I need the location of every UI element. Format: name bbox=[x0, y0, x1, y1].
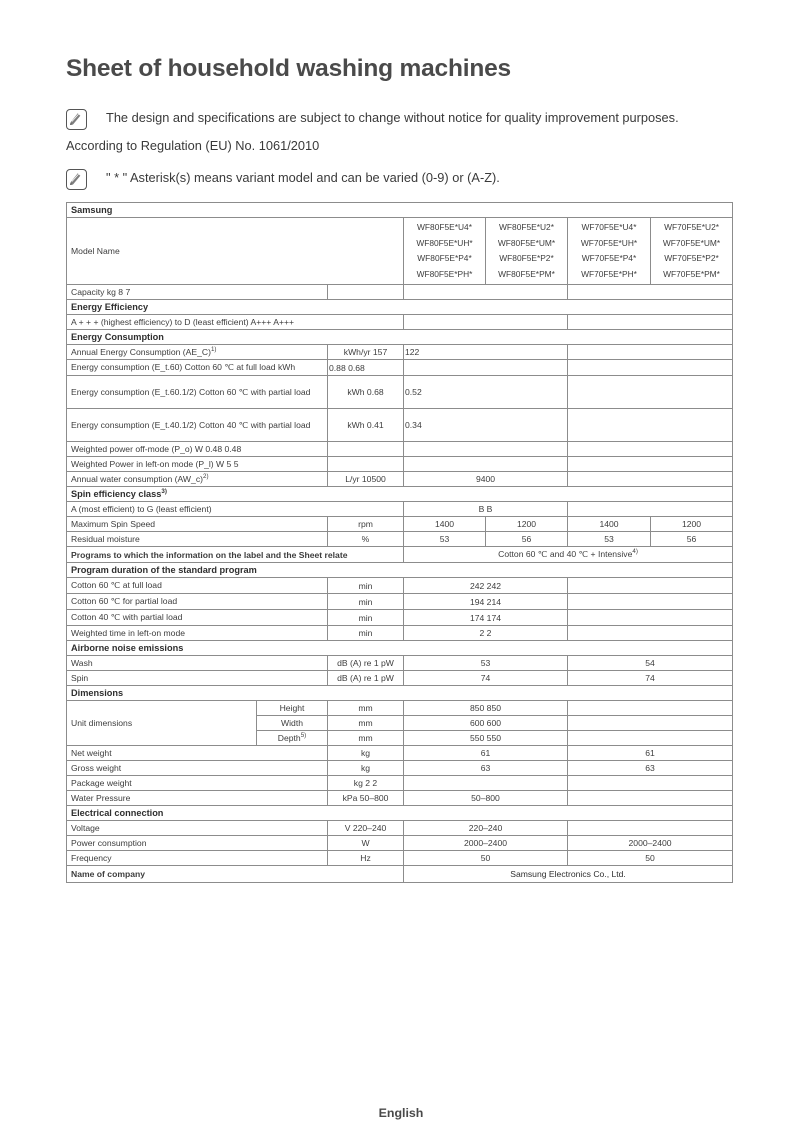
et60-overflow: 0.88 0.68 bbox=[329, 362, 365, 373]
cotton60-full-value: 242 242 bbox=[404, 578, 568, 594]
water-consumption-label-text: Annual water consumption (AW_c) bbox=[71, 474, 203, 484]
annual-energy-label-text: Annual Energy Consumption (AE_C) bbox=[71, 347, 211, 357]
gross-weight-unit: kg bbox=[328, 761, 404, 776]
table-row bbox=[67, 563, 733, 578]
section-airborne-noise: Airborne noise emissions bbox=[67, 641, 733, 656]
section-dimensions: Dimensions bbox=[67, 686, 733, 701]
power-consumption-value-a: 2000–2400 bbox=[404, 836, 568, 851]
section-spin-efficiency bbox=[67, 487, 733, 502]
programs-value bbox=[404, 547, 733, 563]
company-label: Name of company bbox=[67, 866, 404, 883]
cotton40-partial-unit: min bbox=[328, 610, 404, 626]
residual-moisture-value-1: 53 bbox=[404, 532, 486, 547]
dimension-height-label: Height bbox=[257, 701, 328, 716]
max-spin-value-1: 1400 bbox=[404, 517, 486, 532]
voltage-unit: V 220–240 bbox=[328, 821, 404, 836]
table-row bbox=[67, 776, 733, 791]
dimension-width-unit: mm bbox=[328, 716, 404, 731]
page-title: Sheet of household washing machines bbox=[66, 55, 511, 82]
section-electrical-connection: Electrical connection bbox=[67, 806, 733, 821]
power-off-unit bbox=[328, 442, 404, 457]
dimension-height-unit: mm bbox=[328, 701, 404, 716]
table-row bbox=[67, 594, 733, 610]
et60-value-a bbox=[404, 360, 568, 376]
table-row bbox=[67, 517, 733, 532]
table-row bbox=[67, 285, 733, 300]
net-weight-label: Net weight bbox=[67, 746, 328, 761]
table-row bbox=[67, 300, 733, 315]
dimension-height-value: 850 850 bbox=[404, 701, 568, 716]
section-energy-consumption: Energy Consumption bbox=[67, 330, 733, 345]
footnote-marker-3: 3) bbox=[161, 487, 167, 495]
et60-value-b bbox=[568, 360, 733, 376]
company-value: Samsung Electronics Co., Ltd. bbox=[404, 866, 733, 883]
table-row bbox=[67, 701, 733, 716]
efficiency-value-a bbox=[404, 315, 568, 330]
table-row bbox=[67, 626, 733, 641]
water-pressure-value-b bbox=[568, 791, 733, 806]
frequency-value-b: 50 bbox=[568, 851, 733, 866]
wash-noise-label: Wash bbox=[67, 656, 328, 671]
note-asterisk bbox=[66, 168, 500, 190]
power-consumption-label: Power consumption bbox=[67, 836, 328, 851]
water-consumption-label bbox=[67, 472, 328, 487]
table-row bbox=[67, 851, 733, 866]
table-row bbox=[67, 472, 733, 487]
voltage-value-b bbox=[568, 821, 733, 836]
power-consumption-unit: W bbox=[328, 836, 404, 851]
spin-noise-value-b: 74 bbox=[568, 671, 733, 686]
gross-weight-value-a: 63 bbox=[404, 761, 568, 776]
model-column-1: WF80F5E*U4* WF80F5E*UH* WF80F5E*P4* WF80F5E*PH* bbox=[404, 218, 486, 285]
table-row bbox=[67, 671, 733, 686]
efficiency-scale-label: A + + + (highest efficiency) to D (least efficient) A+++ A+++ bbox=[67, 315, 404, 330]
section-spin-efficiency-text: Spin efficiency class bbox=[71, 489, 162, 499]
et60half-unit-text: kWh 0.68 bbox=[347, 387, 384, 397]
unit-dimensions-label: Unit dimensions bbox=[67, 701, 257, 746]
et40half-overflow: 0.34 bbox=[405, 420, 422, 430]
frequency-value-a: 50 bbox=[404, 851, 568, 866]
dimension-width-value-b bbox=[568, 716, 733, 731]
max-spin-value-2: 1200 bbox=[486, 517, 568, 532]
table-row bbox=[67, 532, 733, 547]
dimension-width-value: 600 600 bbox=[404, 716, 568, 731]
et60half-value-b bbox=[568, 376, 733, 409]
note-pen-icon bbox=[66, 109, 87, 130]
table-row bbox=[67, 376, 733, 409]
note-design-specifications bbox=[66, 108, 679, 130]
footnote-marker-4: 4) bbox=[632, 548, 638, 556]
dimension-depth-label bbox=[257, 731, 328, 746]
table-row bbox=[67, 641, 733, 656]
table-row bbox=[67, 610, 733, 626]
water-consumption-value-b bbox=[568, 472, 733, 487]
table-row bbox=[67, 578, 733, 594]
table-row bbox=[67, 409, 733, 442]
footnote-marker-2: 2) bbox=[203, 473, 209, 481]
left-on-time-label: Weighted time in left-on mode bbox=[67, 626, 328, 641]
gross-weight-label: Gross weight bbox=[67, 761, 328, 776]
net-weight-value-b: 61 bbox=[568, 746, 733, 761]
table-row bbox=[67, 836, 733, 851]
table-row bbox=[67, 442, 733, 457]
spin-scale-value-b bbox=[568, 502, 733, 517]
et40half-value-a bbox=[404, 409, 568, 442]
page-footer: English bbox=[378, 1106, 424, 1120]
et60-label-text: Energy consumption (E_t.60) Cotton 60 ℃ at full load kWh bbox=[71, 362, 296, 372]
cotton60-full-unit: min bbox=[328, 578, 404, 594]
table-row bbox=[67, 761, 733, 776]
capacity-unit-cell bbox=[328, 285, 404, 300]
table-row bbox=[67, 656, 733, 671]
residual-moisture-value-3: 53 bbox=[568, 532, 651, 547]
wash-noise-value-a: 53 bbox=[404, 656, 568, 671]
table-row bbox=[67, 457, 733, 472]
water-pressure-unit: kPa 50–800 bbox=[328, 791, 404, 806]
spin-noise-unit: dB (A) re 1 pW bbox=[328, 671, 404, 686]
power-left-on-unit bbox=[328, 457, 404, 472]
power-off-value-a bbox=[404, 442, 568, 457]
dimension-depth-label-text: Depth bbox=[277, 733, 301, 743]
table-row bbox=[67, 218, 733, 285]
water-consumption-value-a: 9400 bbox=[404, 472, 568, 487]
package-weight-label: Package weight bbox=[67, 776, 328, 791]
net-weight-unit: kg bbox=[328, 746, 404, 761]
specification-table bbox=[66, 202, 733, 883]
package-weight-value-b bbox=[568, 776, 733, 791]
table-row bbox=[67, 203, 733, 218]
table-row bbox=[67, 791, 733, 806]
annual-energy-unit-text: kWh/yr 157 bbox=[343, 347, 388, 357]
section-program-duration: Program duration of the standard program bbox=[67, 563, 733, 578]
gross-weight-value-b: 63 bbox=[568, 761, 733, 776]
programs-label: Programs to which the information on the label and the Sheet relate bbox=[67, 547, 404, 563]
cotton40-partial-label: Cotton 40 ℃ with partial load bbox=[67, 610, 328, 626]
model-column-4: WF70F5E*U2* WF70F5E*UM* WF70F5E*P2* WF70F5E*PM* bbox=[651, 218, 733, 285]
section-energy-efficiency: Energy Efficiency bbox=[67, 300, 733, 315]
annual-energy-value-b bbox=[568, 345, 733, 360]
table-row bbox=[67, 487, 733, 502]
power-consumption-value-b: 2000–2400 bbox=[568, 836, 733, 851]
table-row bbox=[67, 686, 733, 701]
cotton40-partial-value: 174 174 bbox=[404, 610, 568, 626]
et40half-label: Energy consumption (E_t.40.1/2) Cotton 40 ℃ with partial load bbox=[67, 409, 328, 442]
water-pressure-value-a: 50–800 bbox=[404, 791, 568, 806]
annual-energy-unit bbox=[328, 345, 420, 360]
package-weight-value-a bbox=[404, 776, 568, 791]
et60half-overflow: 0.52 bbox=[405, 387, 422, 397]
et40half-unit-text: kWh 0.41 bbox=[347, 420, 384, 430]
efficiency-value-b bbox=[568, 315, 733, 330]
annual-energy-overflow: 122 bbox=[405, 347, 420, 357]
footnote-marker-1: 1) bbox=[210, 346, 217, 354]
residual-moisture-unit: % bbox=[328, 532, 404, 547]
power-left-on-value-a bbox=[404, 457, 568, 472]
residual-moisture-value-4: 56 bbox=[651, 532, 733, 547]
wash-noise-value-b: 54 bbox=[568, 656, 733, 671]
table-row bbox=[67, 806, 733, 821]
left-on-time-value: 2 2 bbox=[404, 626, 568, 641]
model-column-2: WF80F5E*U2* WF80F5E*UM* WF80F5E*P2* WF80F5E*PM* bbox=[486, 218, 568, 285]
regulation-line: According to Regulation (EU) No. 1061/2010 bbox=[66, 138, 320, 153]
annual-energy-label bbox=[67, 345, 328, 360]
annual-energy-value-a bbox=[404, 345, 568, 360]
capacity-value-a bbox=[404, 285, 568, 300]
cotton60-partial-label: Cotton 60 ℃ for partial load bbox=[67, 594, 328, 610]
et60half-label: Energy consumption (E_t.60.1/2) Cotton 60 ℃ with partial load bbox=[67, 376, 328, 409]
power-left-on-value-b bbox=[568, 457, 733, 472]
left-on-time-unit: min bbox=[328, 626, 404, 641]
max-spin-label: Maximum Spin Speed bbox=[67, 517, 328, 532]
spin-noise-value-a: 74 bbox=[404, 671, 568, 686]
spin-noise-label: Spin bbox=[67, 671, 328, 686]
table-row bbox=[67, 821, 733, 836]
footnote-marker-5: 5) bbox=[300, 732, 307, 740]
dimension-depth-value: 550 550 bbox=[404, 731, 568, 746]
cotton60-partial-value-b bbox=[568, 594, 733, 610]
et60half-value-a bbox=[404, 376, 568, 409]
water-consumption-unit: L/yr 10500 bbox=[328, 472, 404, 487]
net-weight-value-a: 61 bbox=[404, 746, 568, 761]
table-row bbox=[67, 315, 733, 330]
note-asterisk-text: " * " Asterisk(s) means variant model and can be varied (0-9) or (A-Z). bbox=[106, 170, 500, 185]
spin-scale-value: B B bbox=[404, 502, 568, 517]
dimension-height-value-b bbox=[568, 701, 733, 716]
table-row bbox=[67, 345, 733, 360]
power-left-on-label: Weighted Power in left-on mode (P_l) W 5 5 bbox=[67, 457, 328, 472]
max-spin-value-4: 1200 bbox=[651, 517, 733, 532]
note-design-specifications-text: The design and specifications are subject to change without notice for quality improvement purposes. bbox=[106, 110, 679, 125]
dimension-depth-unit: mm bbox=[328, 731, 404, 746]
power-off-value-b bbox=[568, 442, 733, 457]
model-column-3: WF70F5E*U4* WF70F5E*UH* WF70F5E*P4* WF70F5E*PH* bbox=[568, 218, 651, 285]
table-row bbox=[67, 330, 733, 345]
capacity-value-b bbox=[568, 285, 733, 300]
frequency-unit: Hz bbox=[328, 851, 404, 866]
cotton60-full-value-b bbox=[568, 578, 733, 594]
programs-value-text: Cotton 60 ℃ and 40 ℃ + Intensive bbox=[498, 549, 633, 559]
max-spin-unit: rpm bbox=[328, 517, 404, 532]
et40half-value-b bbox=[568, 409, 733, 442]
model-name-label: Model Name bbox=[67, 218, 404, 285]
table-row bbox=[67, 360, 733, 376]
dimension-width-label: Width bbox=[257, 716, 328, 731]
max-spin-value-3: 1400 bbox=[568, 517, 651, 532]
spin-scale-label: A (most efficient) to G (least efficient) bbox=[67, 502, 404, 517]
frequency-label: Frequency bbox=[67, 851, 328, 866]
dimension-depth-value-b bbox=[568, 731, 733, 746]
cotton60-full-label: Cotton 60 ℃ at full load bbox=[67, 578, 328, 594]
table-row bbox=[67, 502, 733, 517]
residual-moisture-label: Residual moisture bbox=[67, 532, 328, 547]
et40half-unit bbox=[328, 409, 422, 442]
brand-header: Samsung bbox=[67, 203, 733, 218]
capacity-label: Capacity kg 8 7 bbox=[67, 285, 328, 300]
note-pen-icon bbox=[66, 169, 87, 190]
voltage-value-a: 220–240 bbox=[404, 821, 568, 836]
package-weight-unit: kg 2 2 bbox=[328, 776, 404, 791]
power-off-label: Weighted power off-mode (P_o) W 0.48 0.48 bbox=[67, 442, 328, 457]
et60half-unit bbox=[328, 376, 422, 409]
table-row bbox=[67, 547, 733, 563]
left-on-time-value-b bbox=[568, 626, 733, 641]
cotton60-partial-value: 194 214 bbox=[404, 594, 568, 610]
table-row bbox=[67, 866, 733, 883]
wash-noise-unit: dB (A) re 1 pW bbox=[328, 656, 404, 671]
residual-moisture-value-2: 56 bbox=[486, 532, 568, 547]
voltage-label: Voltage bbox=[67, 821, 328, 836]
water-pressure-label: Water Pressure bbox=[67, 791, 328, 806]
cotton60-partial-unit: min bbox=[328, 594, 404, 610]
table-row bbox=[67, 746, 733, 761]
cotton40-partial-value-b bbox=[568, 610, 733, 626]
et60-label bbox=[67, 360, 365, 376]
